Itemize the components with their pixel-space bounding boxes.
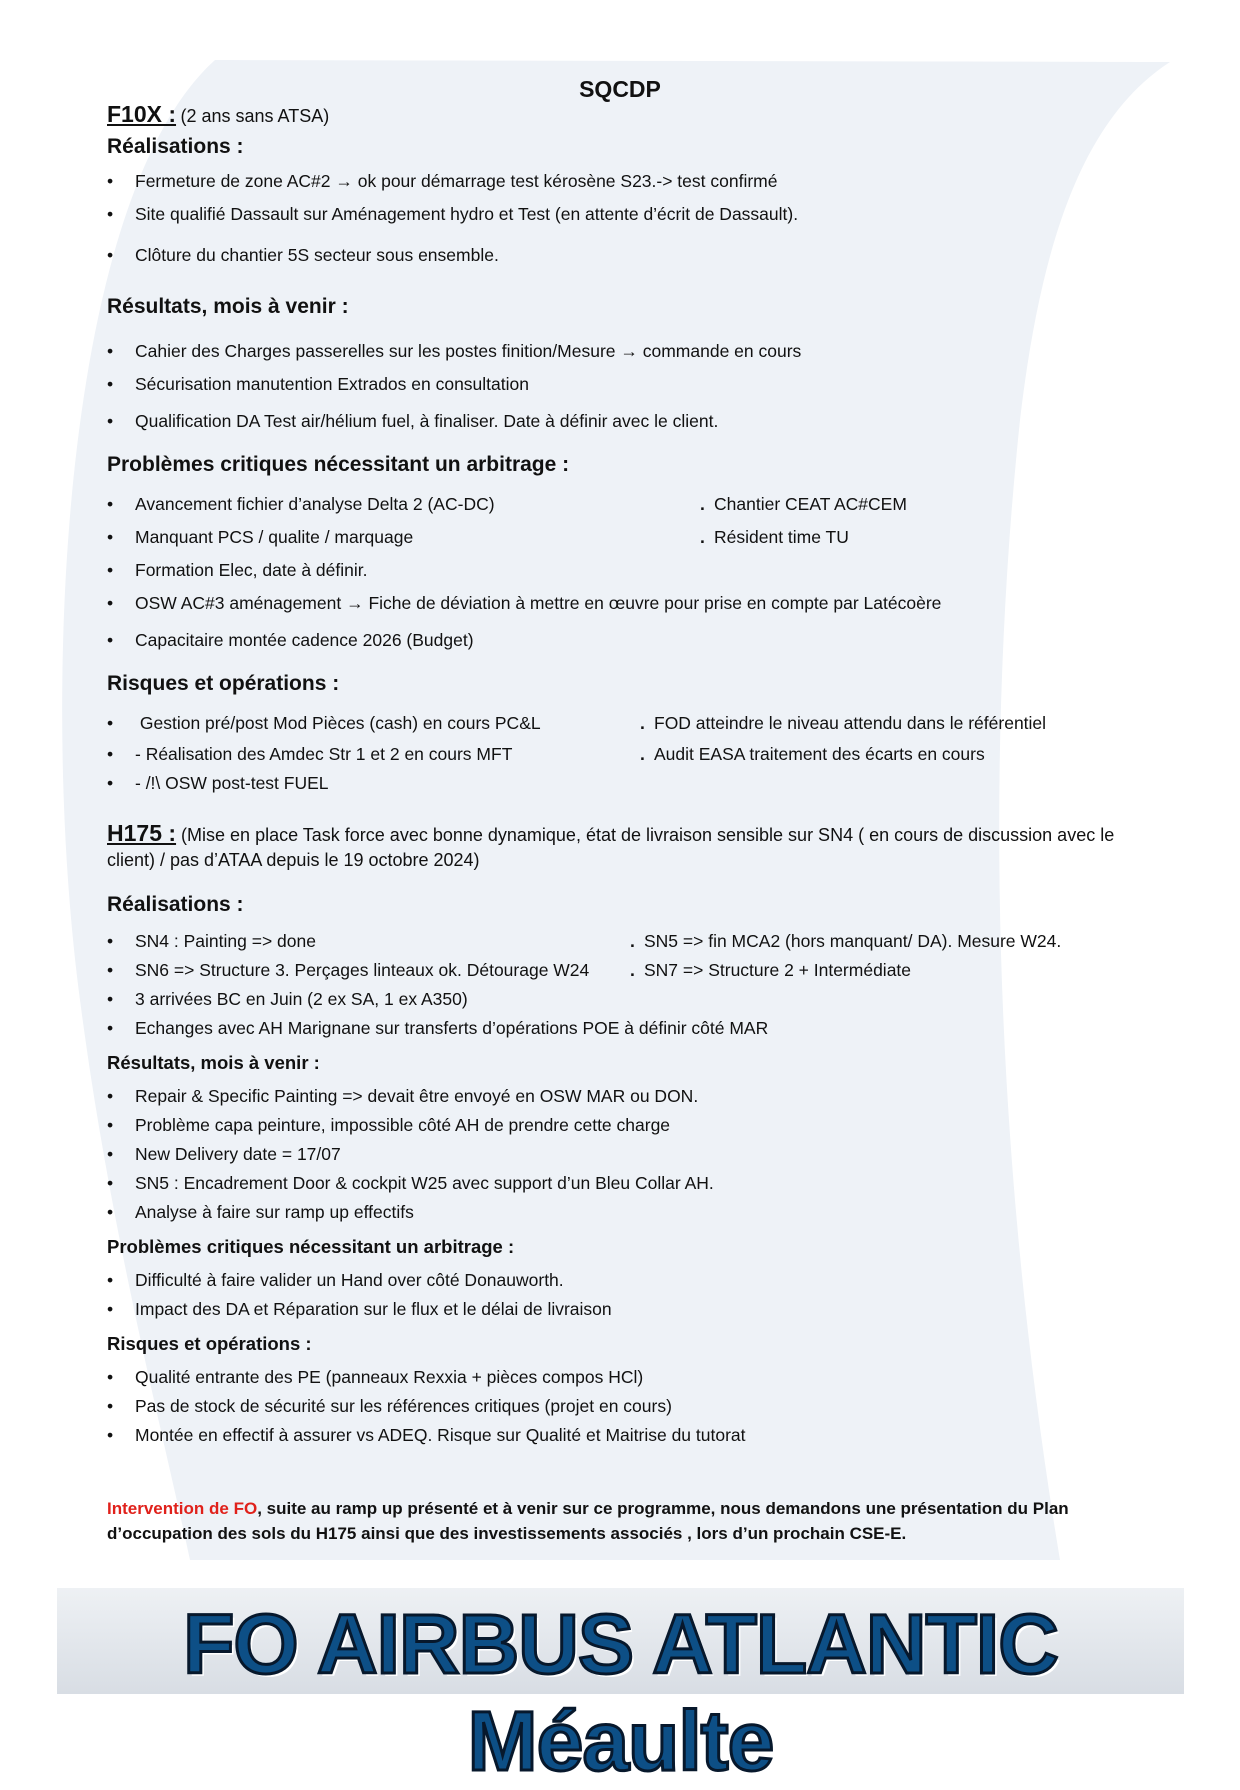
section-heading: Résultats, mois à venir : [107,295,349,318]
list-item: • Repair & Specific Painting => devait être envoyé en OSW MAR ou DON. [107,1086,699,1106]
list-item: • 3 arrivées BC en Juin (2 ex SA, 1 ex A350) [107,989,468,1009]
section-heading: Réalisations : [107,893,244,916]
bullet-icon: • [107,204,114,224]
bullet-icon: • [107,773,114,793]
bullet-icon: • [107,1396,114,1416]
section-heading: Résultats, mois à venir : [107,1052,320,1073]
bullet-icon: . [700,527,705,547]
bullet-icon: . [640,713,645,733]
list-item: • SN6 => Structure 3. Perçages linteaux ok. Détourage W24 [107,960,590,980]
list-item: • - /!\ OSW post-test FUEL [107,773,329,793]
bullet-icon: . [640,744,645,764]
list-item: • Cahier des Charges passerelles sur les postes finition/Mesure → commande en cours [107,341,802,361]
list-item: • Qualité entrante des PE (panneaux Rexxia + pièces compos HCl) [107,1367,644,1387]
bullet-icon: • [107,630,114,650]
bullet-icon: • [107,1086,114,1106]
side-list-item: . SN7 => Structure 2 + Intermédiate [630,960,912,980]
side-list-item: . SN5 => fin MCA2 (hors manquant/ DA). Mesure W24. [630,931,1062,951]
list-item: • OSW AC#3 aménagement → Fiche de déviation à mettre en œuvre pour prise en compte par Latécoère [107,593,942,613]
bullet-icon: • [107,744,114,764]
list-item: • Fermeture de zone AC#2 → ok pour démarrage test kérosène S23.-> test confirmé [107,171,778,191]
bullet-icon: • [107,1115,114,1135]
side-list-item: . FOD atteindre le niveau attendu dans le référentiel [640,713,1047,733]
list-item: • Sécurisation manutention Extrados en consultation [107,374,529,394]
bullet-icon: • [107,560,114,580]
list-item: • Avancement fichier d’analyse Delta 2 (AC-DC) [107,494,495,514]
bullet-icon: • [107,713,114,733]
section-heading: Risques et opérations : [107,672,340,695]
list-item: • Manquant PCS / qualite / marquage [107,527,414,547]
intervention-text: , suite au ramp up présenté et à venir sur ce programme, nous demandons une présentation du Plan d’occupation des sols du H175 ainsi que des investissements associés , lors d’un prochain CSE-E. [107,1499,1069,1543]
program-code: F10X : [107,101,177,127]
list-item: • SN4 : Painting => done [107,931,316,951]
list-item: • Site qualifié Dassault sur Aménagement hydro et Test (en attente d’écrit de Dassault). [107,204,799,224]
bullet-icon: . [630,931,635,951]
section-heading: Problèmes critiques nécessitant un arbitrage : [107,1236,515,1257]
bullet-icon: • [107,1202,114,1222]
list-item: • SN5 : Encadrement Door & cockpit W25 avec support d’un Bleu Collar AH. [107,1173,714,1193]
bullet-icon: • [107,593,114,613]
bullet-icon: • [107,1173,114,1193]
f10x-header [107,101,329,128]
list-item: • New Delivery date = 17/07 [107,1144,341,1164]
side-list-item: . Résident time TU [700,527,849,547]
list-item: • Qualification DA Test air/hélium fuel, à finaliser. Date à définir avec le client. [107,411,719,431]
h175-header [107,821,1152,873]
side-list-item: . Chantier CEAT AC#CEM [700,494,907,514]
list-item: • Montée en effectif à assurer vs ADEQ. Risque sur Qualité et Maitrise du tutorat [107,1425,746,1445]
section-heading: Problèmes critiques nécessitant un arbitrage : [107,453,570,476]
list-item: • Analyse à faire sur ramp up effectifs [107,1202,414,1222]
footer-banner [57,1588,1184,1788]
intervention-label: Intervention de FO [107,1499,258,1518]
section-heading: Réalisations : [107,135,244,158]
list-item: • Problème capa peinture, impossible côté AH de prendre cette charge [107,1115,671,1135]
list-item: • Impact des DA et Réparation sur le flux et le délai de livraison [107,1299,612,1319]
bullet-icon: • [107,1018,114,1038]
bullet-icon: • [107,341,114,361]
list-item: • Formation Elec, date à définir. [107,560,368,580]
program-note: (2 ans sans ATSA) [180,106,330,126]
bullet-icon: • [107,989,114,1009]
list-item: • Clôture du chantier 5S secteur sous ensemble. [107,245,499,265]
bullet-icon: . [630,960,635,980]
bullet-icon: • [107,171,114,191]
bullet-icon: • [107,374,114,394]
bullet-icon: • [107,494,114,514]
bullet-icon: • [107,1367,114,1387]
bullet-icon: . [700,494,705,514]
section-heading: Risques et opérations : [107,1333,312,1354]
banner-logo-text: FO AIRBUS ATLANTIC Méaulte [183,1597,1058,1788]
bullet-icon: • [107,931,114,951]
bullet-icon: • [107,527,114,547]
list-item: • Difficulté à faire valider un Hand over côté Donauworth. [107,1270,564,1290]
bullet-icon: • [107,245,114,265]
bullet-icon: • [107,1270,114,1290]
side-list-item: . Audit EASA traitement des écarts en cours [640,744,985,764]
list-item: • Pas de stock de sécurité sur les références critiques (projet en cours) [107,1396,672,1416]
list-item: • Echanges avec AH Marignane sur transferts d’opérations POE à définir côté MAR [107,1018,769,1038]
bullet-icon: • [107,1425,114,1445]
bullet-icon: • [107,411,114,431]
bullet-icon: • [107,960,114,980]
fo-intervention-note [107,1496,1167,1546]
program-note: (Mise en place Task force avec bonne dynamique, état de livraison sensible sur SN4 ( en cours de discussion avec le client) / pas d’ATAA depuis le 19 octobre 2024) [107,825,1115,870]
list-item: • Capacitaire montée cadence 2026 (Budget) [107,630,474,650]
list-item: • Gestion pré/post Mod Pièces (cash) en cours PC&L [107,713,541,733]
page-title: SQCDP [579,76,661,102]
bullet-icon: • [107,1144,114,1164]
bullet-icon: • [107,1299,114,1319]
program-code: H175 : [107,820,177,846]
list-item: • - Réalisation des Amdec Str 1 et 2 en cours MFT [107,744,513,764]
